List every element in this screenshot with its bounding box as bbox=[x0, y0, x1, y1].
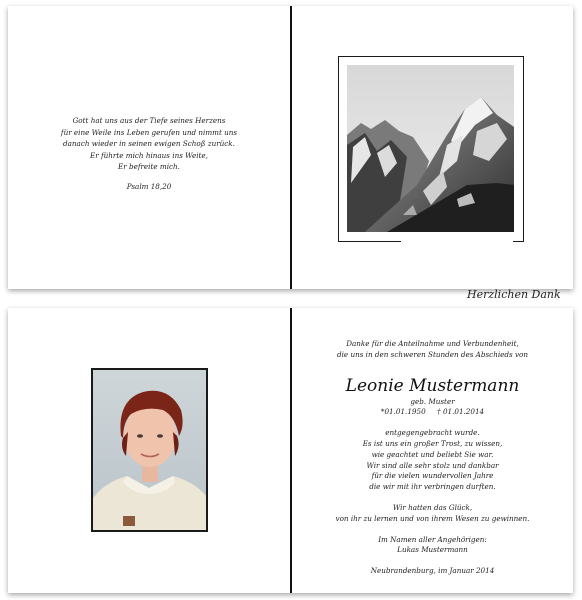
body-line: Wir sind alle sehr stolz und dankbar bbox=[366, 460, 499, 470]
relatives-line: Im Namen aller Angehörigen: bbox=[378, 534, 487, 544]
card-inner-spread bbox=[8, 308, 573, 593]
body-line: Es ist uns ein großer Trost, zu wissen, bbox=[362, 438, 503, 448]
body-line: für die vielen wundervollen Jahre bbox=[371, 471, 494, 481]
born-name: geb. Muster bbox=[410, 396, 455, 406]
body-line: entgegengebracht wurde. bbox=[385, 428, 480, 438]
portrait-photo-icon bbox=[93, 370, 206, 530]
obituary-text bbox=[292, 339, 573, 577]
frame-caption-gap bbox=[401, 235, 513, 247]
verse-line: Er führte mich hinaus ins Weite, bbox=[90, 150, 208, 160]
portrait-frame bbox=[91, 368, 208, 532]
psalm-verse bbox=[28, 115, 270, 192]
portrait-panel bbox=[8, 308, 290, 593]
luck-line: Wir hatten das Glück, bbox=[392, 502, 473, 512]
relatives-line: Lukas Mustermann bbox=[397, 545, 468, 555]
intro-line: die uns in den schweren Stunden des Abschieds von bbox=[337, 349, 528, 359]
verse-line: für eine Weile ins Leben gerufen und nimmt uns bbox=[60, 127, 238, 137]
body-line: die wir mit ihr verbringen durften. bbox=[369, 482, 496, 492]
place-date: Neubrandenburg, im Januar 2014 bbox=[370, 566, 495, 576]
intro-line: Danke für die Anteilnahme und Verbundenheit, bbox=[346, 339, 519, 348]
verse-panel bbox=[8, 6, 290, 289]
obituary-panel bbox=[292, 308, 573, 593]
verse-line: Er befreite mich. bbox=[118, 162, 180, 171]
luck-line: von ihr zu lernen und von ihrem Wesen zu gewinnen. bbox=[335, 513, 530, 523]
deceased-name: Leonie Mustermann bbox=[345, 375, 520, 396]
mountain-photo-icon bbox=[347, 65, 514, 232]
verse-reference: Psalm 18,20 bbox=[126, 181, 172, 191]
body-line: wie geachtet und beliebt Sie war. bbox=[371, 449, 494, 459]
mountain-photo-frame bbox=[338, 56, 561, 301]
verse-line: Gott hat uns aus der Tiefe seines Herzens bbox=[72, 116, 226, 125]
card-outer-spread bbox=[8, 6, 573, 301]
life-dates: *01.01.1950 † 01.01.2014 bbox=[380, 407, 485, 417]
cover-panel bbox=[292, 6, 573, 301]
verse-line: danach wieder in seinen ewigen Schoß zurück. bbox=[63, 139, 235, 148]
thanks-caption: Herzlichen Dank bbox=[467, 288, 561, 301]
